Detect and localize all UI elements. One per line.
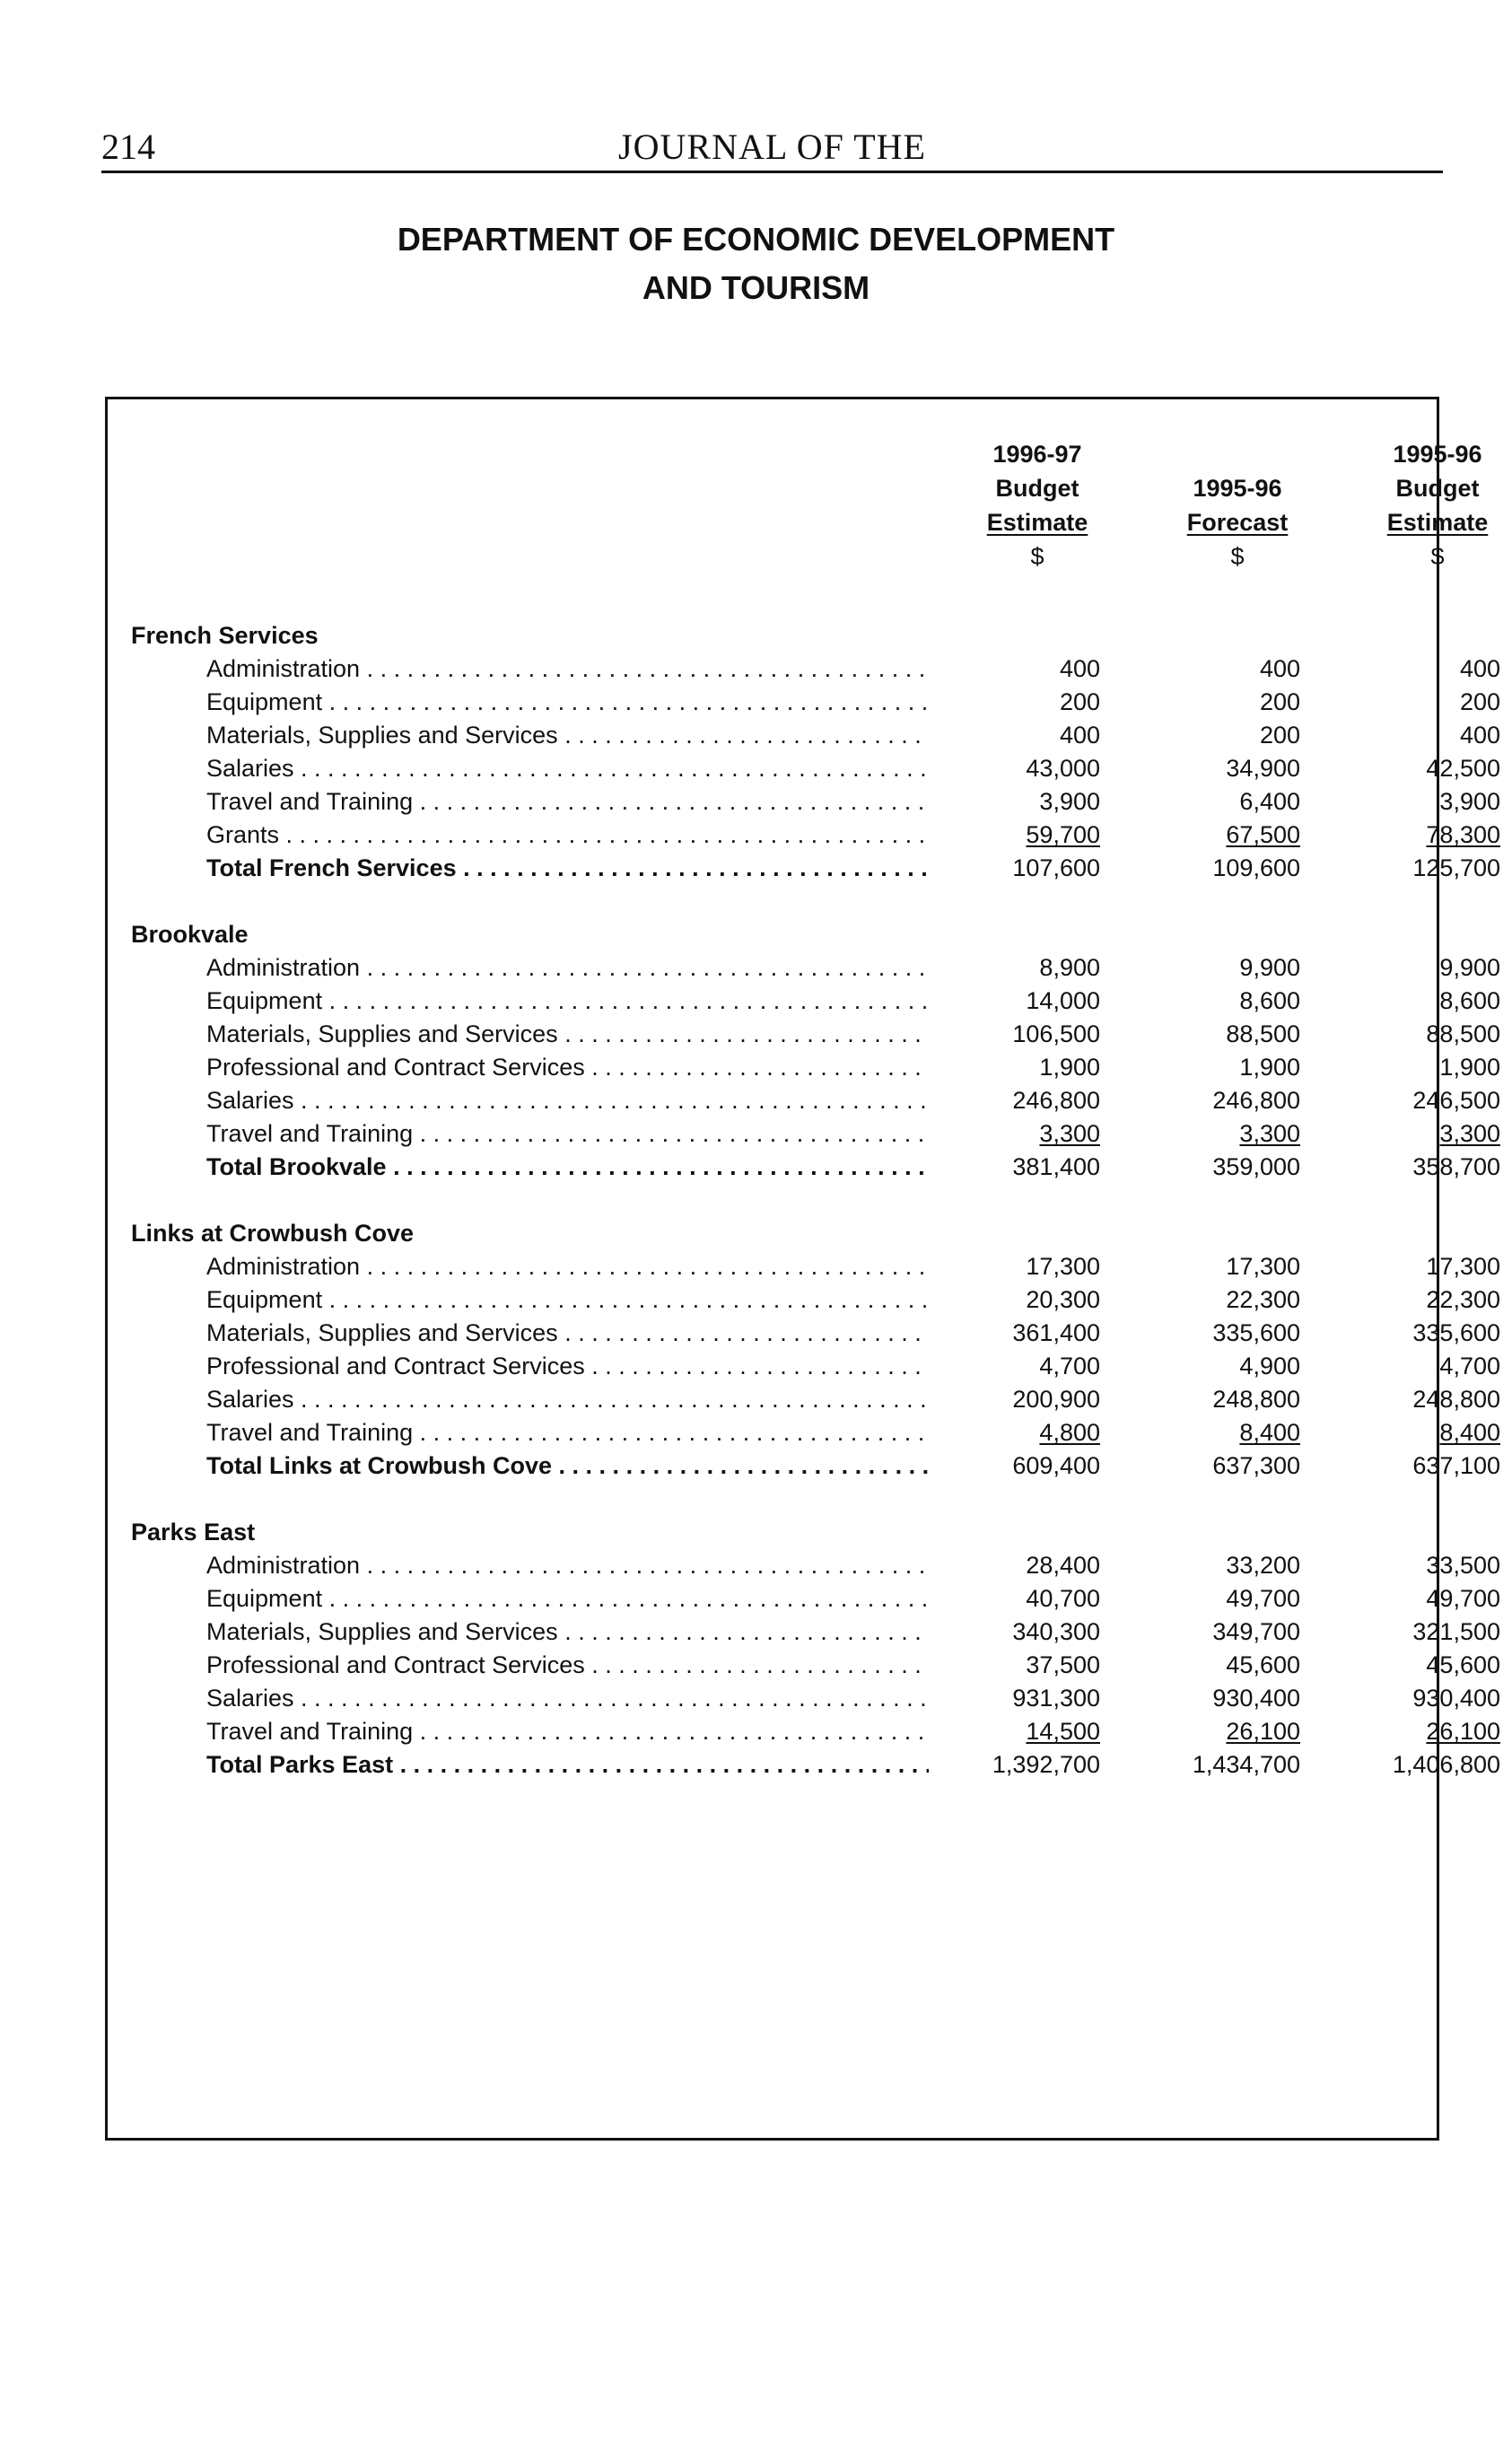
total-label: Total Links at Crowbush Cove . . .: [206, 1449, 929, 1483]
column-header-line3: Forecast: [1186, 509, 1289, 536]
value-1995-96-forecast: 45,600: [1226, 1651, 1300, 1678]
department-title-line2: AND TOURISM: [642, 269, 870, 306]
row-label: Equipment . . .: [206, 686, 929, 719]
section-title-french-services: French Services: [131, 622, 319, 649]
value-1995-96-budget: 321,500: [1412, 1618, 1500, 1645]
value-1995-96-budget: 22,300: [1426, 1286, 1500, 1313]
value-1995-96-budget: 8,400: [1439, 1419, 1500, 1446]
total-row-french-services: [108, 852, 1500, 885]
table-row: [108, 652, 1500, 686]
value-1995-96-budget: 88,500: [1426, 1020, 1500, 1047]
value-1995-96-budget: 8,600: [1439, 987, 1500, 1014]
column-header-line1: [1148, 437, 1327, 471]
value-1995-96-forecast: 22,300: [1226, 1286, 1300, 1313]
value-1995-96-budget: 42,500: [1426, 755, 1500, 782]
table-row: [108, 1250, 1500, 1283]
column-header-1995-96-budget-estimate: [1348, 437, 1512, 574]
total-1995-96-budget: 637,100: [1412, 1452, 1500, 1479]
total-1996-97-budget: 107,600: [1012, 854, 1100, 881]
value-1995-96-forecast: 6,400: [1239, 788, 1300, 815]
total-1995-96-forecast: 109,600: [1212, 854, 1300, 881]
value-1995-96-budget: 78,300: [1426, 821, 1500, 848]
value-1995-96-forecast: 349,700: [1212, 1618, 1300, 1645]
value-1995-96-forecast: 930,400: [1212, 1685, 1300, 1712]
value-1995-96-forecast: 88,500: [1226, 1020, 1300, 1047]
value-1996-97-budget: 17,300: [1026, 1253, 1100, 1280]
value-1995-96-forecast: 26,100: [1226, 1718, 1300, 1745]
value-1996-97-budget: 200,900: [1012, 1386, 1100, 1413]
row-label: Professional and Contract Services . . .: [206, 1051, 929, 1084]
section-title-links-at-crowbush-cove: Links at Crowbush Cove: [131, 1220, 415, 1247]
page-number: 214: [101, 127, 155, 167]
row-label: Salaries . . .: [206, 1383, 929, 1416]
total-row-parks-east: [108, 1748, 1500, 1782]
value-1996-97-budget: 40,700: [1026, 1585, 1100, 1612]
table-row: [108, 1084, 1500, 1117]
table-row: [108, 719, 1500, 752]
row-label: Administration . . .: [206, 1549, 929, 1582]
value-1996-97-budget: 4,700: [1039, 1353, 1100, 1379]
value-1996-97-budget: 200: [1059, 688, 1100, 715]
table-row: [108, 1715, 1500, 1748]
table-row: [108, 1416, 1500, 1449]
row-label: Equipment . . .: [206, 1283, 929, 1317]
value-1996-97-budget: 43,000: [1026, 755, 1100, 782]
table-row: [108, 1317, 1500, 1350]
value-1995-96-forecast: 34,900: [1226, 755, 1300, 782]
total-1995-96-budget: 358,700: [1412, 1153, 1500, 1180]
total-row-links-at-crowbush-cove: [108, 1449, 1500, 1483]
row-label: Salaries . . .: [206, 752, 929, 785]
value-1995-96-forecast: 200: [1259, 688, 1300, 715]
row-label: Administration . . .: [206, 1250, 929, 1283]
table-row: [108, 785, 1500, 819]
total-1995-96-budget: 1,406,800: [1392, 1751, 1500, 1778]
section-title-brookvale: Brookvale: [131, 921, 249, 948]
value-1995-96-forecast: 246,800: [1212, 1087, 1300, 1114]
value-1995-96-forecast: 17,300: [1226, 1253, 1300, 1280]
row-label: Materials, Supplies and Services . . .: [206, 1018, 929, 1051]
value-1996-97-budget: 20,300: [1026, 1286, 1100, 1313]
row-label: Materials, Supplies and Services . . .: [206, 1317, 929, 1350]
value-1995-96-budget: 9,900: [1439, 954, 1500, 981]
row-label: Administration . . .: [206, 951, 929, 985]
value-1996-97-budget: 14,000: [1026, 987, 1100, 1014]
value-1995-96-forecast: 67,500: [1226, 821, 1300, 848]
row-label: Salaries . . .: [206, 1682, 929, 1715]
value-1995-96-budget: 930,400: [1412, 1685, 1500, 1712]
value-1995-96-forecast: 1,900: [1239, 1054, 1300, 1081]
total-label: Total French Services . . .: [206, 852, 929, 885]
value-1995-96-budget: 335,600: [1412, 1319, 1500, 1346]
row-label: Materials, Supplies and Services . . .: [206, 719, 929, 752]
column-header-line1: 1995-96: [1393, 441, 1482, 468]
total-1996-97-budget: 609,400: [1012, 1452, 1100, 1479]
total-1996-97-budget: 1,392,700: [992, 1751, 1100, 1778]
value-1996-97-budget: 400: [1059, 722, 1100, 749]
column-header-line2: 1995-96: [1193, 475, 1282, 502]
value-1995-96-forecast: 8,600: [1239, 987, 1300, 1014]
budget-table: [105, 397, 1500, 2141]
table-row: [108, 1649, 1500, 1682]
value-1995-96-budget: 45,600: [1426, 1651, 1500, 1678]
column-header-line2: Budget: [1395, 475, 1480, 502]
value-1995-96-budget: 400: [1459, 722, 1500, 749]
table-row: [108, 1616, 1500, 1649]
table-row: [108, 1117, 1500, 1151]
column-header-1996-97-budget-estimate: [948, 437, 1127, 574]
value-1995-96-forecast: 335,600: [1212, 1319, 1300, 1346]
total-1995-96-forecast: 637,300: [1212, 1452, 1300, 1479]
row-label: Travel and Training . . .: [206, 1117, 929, 1151]
journal-title: JOURNAL OF THE: [618, 127, 926, 167]
value-1995-96-budget: 17,300: [1426, 1253, 1500, 1280]
table-row: [108, 985, 1500, 1018]
value-1996-97-budget: 37,500: [1026, 1651, 1100, 1678]
value-1995-96-forecast: 3,300: [1239, 1120, 1300, 1147]
value-1996-97-budget: 14,500: [1026, 1718, 1100, 1745]
value-1995-96-budget: 49,700: [1426, 1585, 1500, 1612]
running-head: [101, 126, 1443, 173]
value-1996-97-budget: 59,700: [1026, 821, 1100, 848]
column-header-unit: $: [1030, 543, 1044, 570]
column-header-line1: 1996-97: [992, 441, 1082, 468]
column-header-unit: $: [1230, 543, 1245, 570]
total-1995-96-forecast: 359,000: [1212, 1153, 1300, 1180]
row-label: Professional and Contract Services . . .: [206, 1649, 929, 1682]
total-1995-96-forecast: 1,434,700: [1192, 1751, 1300, 1778]
table-row: [108, 686, 1500, 719]
value-1995-96-forecast: 49,700: [1226, 1585, 1300, 1612]
value-1996-97-budget: 106,500: [1012, 1020, 1100, 1047]
value-1995-96-budget: 400: [1459, 655, 1500, 682]
value-1996-97-budget: 1,900: [1039, 1054, 1100, 1081]
value-1995-96-forecast: 4,900: [1239, 1353, 1300, 1379]
value-1995-96-forecast: 200: [1259, 722, 1300, 749]
value-1996-97-budget: 28,400: [1026, 1552, 1100, 1579]
total-1995-96-budget: 125,700: [1412, 854, 1500, 881]
column-header-unit: $: [1430, 543, 1445, 570]
table-row: [108, 1051, 1500, 1084]
column-header-line3: Estimate: [1386, 509, 1489, 536]
total-label: Total Parks East . . .: [206, 1748, 929, 1782]
table-row: [108, 752, 1500, 785]
total-label: Total Brookvale . . .: [206, 1151, 929, 1184]
row-label: Professional and Contract Services . . .: [206, 1350, 929, 1383]
value-1996-97-budget: 361,400: [1012, 1319, 1100, 1346]
value-1995-96-budget: 3,300: [1439, 1120, 1500, 1147]
value-1995-96-budget: 3,900: [1439, 788, 1500, 815]
row-label: Equipment . . .: [206, 985, 929, 1018]
table-row: [108, 1283, 1500, 1317]
row-label: Equipment . . .: [206, 1582, 929, 1616]
column-header-line3: Estimate: [986, 509, 1088, 536]
value-1995-96-forecast: 400: [1259, 655, 1300, 682]
row-label: Grants . . .: [206, 819, 929, 852]
value-1996-97-budget: 340,300: [1012, 1618, 1100, 1645]
row-label: Administration . . .: [206, 652, 929, 686]
value-1995-96-budget: 246,500: [1412, 1087, 1500, 1114]
table-row: [108, 1549, 1500, 1582]
section-title-parks-east: Parks East: [131, 1519, 256, 1545]
total-1996-97-budget: 381,400: [1012, 1153, 1100, 1180]
table-row: [108, 819, 1500, 852]
value-1996-97-budget: 246,800: [1012, 1087, 1100, 1114]
value-1995-96-budget: 200: [1459, 688, 1500, 715]
value-1995-96-budget: 26,100: [1426, 1718, 1500, 1745]
value-1995-96-forecast: 9,900: [1239, 954, 1300, 981]
total-row-brookvale: [108, 1151, 1500, 1184]
value-1995-96-forecast: 8,400: [1239, 1419, 1300, 1446]
value-1996-97-budget: 3,900: [1039, 788, 1100, 815]
table-row: [108, 1582, 1500, 1616]
table-row: [108, 1350, 1500, 1383]
row-label: Travel and Training . . .: [206, 1715, 929, 1748]
table-row: [108, 1682, 1500, 1715]
value-1996-97-budget: 931,300: [1012, 1685, 1100, 1712]
row-label: Materials, Supplies and Services . . .: [206, 1616, 929, 1649]
value-1996-97-budget: 8,900: [1039, 954, 1100, 981]
value-1995-96-budget: 1,900: [1439, 1054, 1500, 1081]
value-1995-96-budget: 248,800: [1412, 1386, 1500, 1413]
row-label: Salaries . . .: [206, 1084, 929, 1117]
value-1996-97-budget: 400: [1059, 655, 1100, 682]
table-row: [108, 1018, 1500, 1051]
value-1995-96-budget: 4,700: [1439, 1353, 1500, 1379]
column-header-1995-96-forecast: [1148, 437, 1327, 574]
value-1995-96-forecast: 33,200: [1226, 1552, 1300, 1579]
value-1995-96-forecast: 248,800: [1212, 1386, 1300, 1413]
column-header-line2: Budget: [995, 475, 1079, 502]
department-title: [0, 215, 1512, 312]
table-row: [108, 951, 1500, 985]
row-label: Travel and Training . . .: [206, 1416, 929, 1449]
value-1996-97-budget: 4,800: [1039, 1419, 1100, 1446]
row-label: Travel and Training . . .: [206, 785, 929, 819]
value-1995-96-budget: 33,500: [1426, 1552, 1500, 1579]
table-row: [108, 1383, 1500, 1416]
value-1996-97-budget: 3,300: [1039, 1120, 1100, 1147]
department-title-line1: DEPARTMENT OF ECONOMIC DEVELOPMENT: [397, 221, 1115, 258]
